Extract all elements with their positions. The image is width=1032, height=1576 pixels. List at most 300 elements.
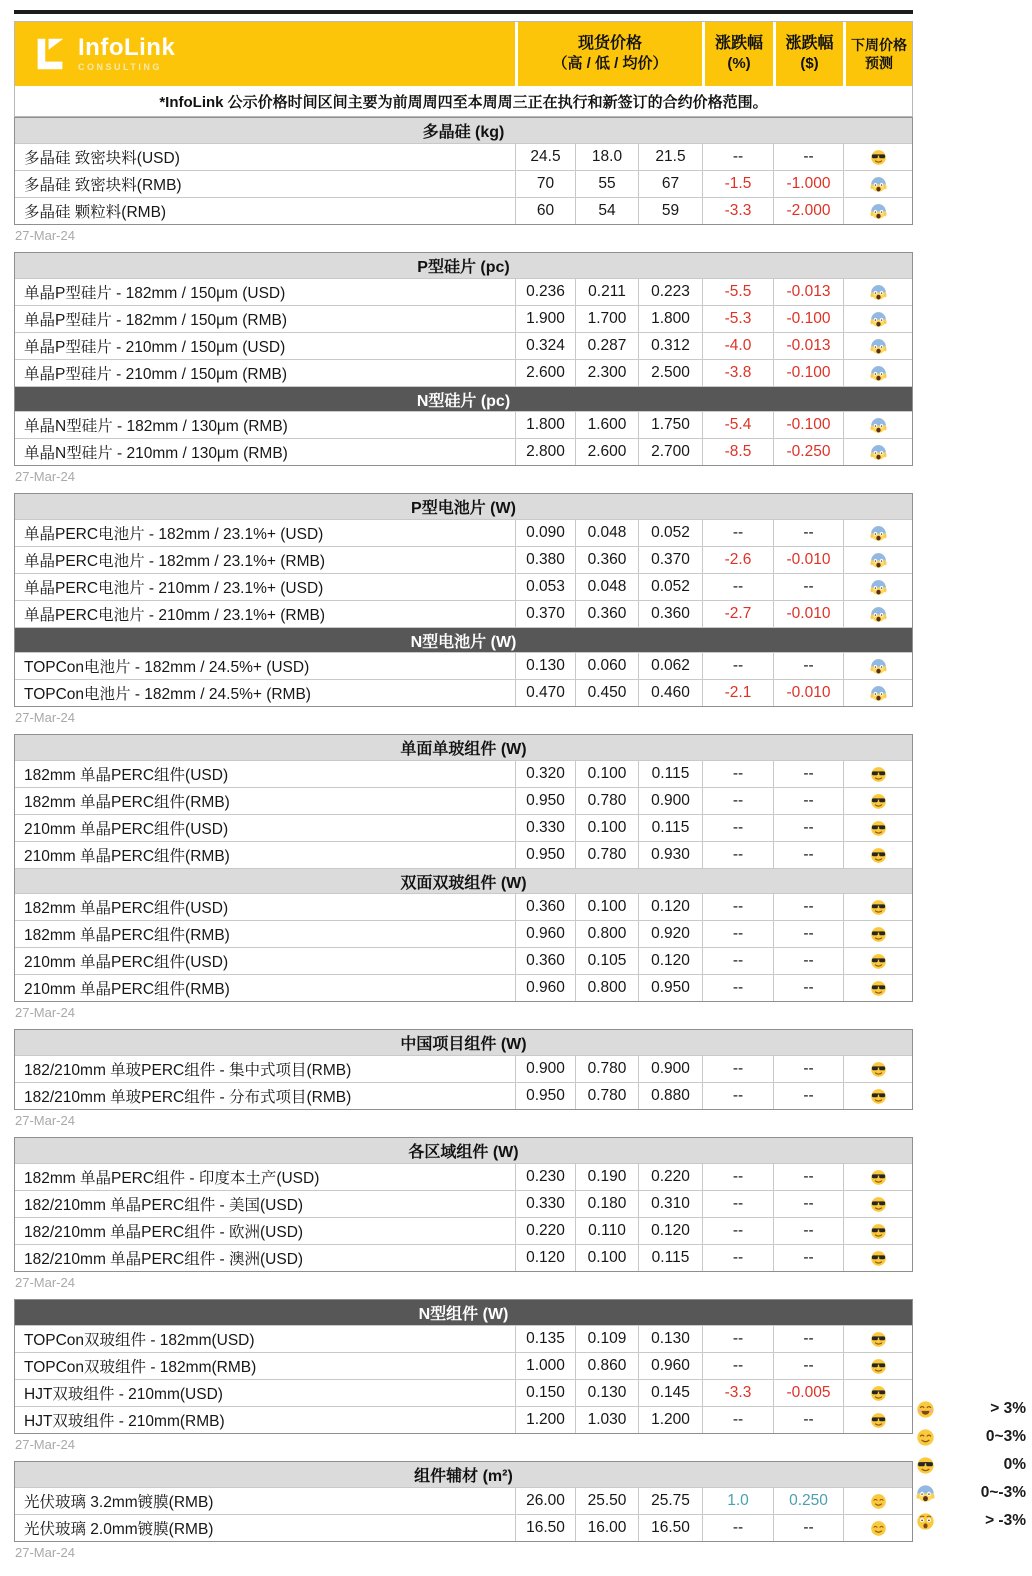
change-usd: -0.013	[773, 279, 843, 305]
forecast-cell	[843, 412, 912, 438]
forecast-cell	[843, 520, 912, 546]
price-avg: 1.800	[638, 306, 702, 332]
product-label: 182/210mm 单晶PERC组件 - 欧洲(USD)	[24, 1224, 304, 1241]
legend-item	[916, 1451, 1028, 1479]
legend-label: 0~-3%	[980, 1484, 1026, 1501]
change-usd-unit: ($)	[800, 55, 819, 72]
forecast-cell	[843, 1380, 912, 1406]
price-row	[15, 1217, 912, 1244]
price-avg: 2.700	[638, 439, 702, 465]
forecast-cell	[843, 601, 912, 627]
product-label: TOPCon双玻组件 - 182mm(USD)	[24, 1332, 255, 1349]
price-low: 0.109	[575, 1326, 638, 1352]
forecast-cell	[843, 1353, 912, 1379]
product-label: TOPCon电池片 - 182mm / 24.5%+ (RMB)	[24, 686, 311, 703]
price-low: 18.0	[575, 144, 638, 170]
sunglasses-emoji-icon	[870, 1412, 887, 1429]
forecast-cell	[843, 1488, 912, 1514]
price-row	[15, 1244, 912, 1271]
change-usd: --	[773, 1164, 843, 1190]
price-row	[15, 841, 912, 868]
price-avg: 0.360	[638, 601, 702, 627]
forecast-cell	[843, 894, 912, 920]
sunglasses-emoji-icon	[870, 1196, 887, 1213]
price-low: 0.100	[575, 1245, 638, 1271]
product-label: HJT双玻组件 - 210mm(USD)	[24, 1386, 223, 1403]
price-low: 0.780	[575, 1083, 638, 1109]
product-label: 单晶P型硅片 - 210mm / 150μm (USD)	[24, 339, 286, 356]
price-period-note: *InfoLink 公示价格时间区间主要为前周周四至本周周三正在执行和新签订的合约价格范围。	[15, 86, 912, 116]
astonished-emoji-icon	[916, 1512, 935, 1531]
sunglasses-emoji-icon	[870, 1169, 887, 1186]
change-usd: -0.250	[773, 439, 843, 465]
legend-label: > -3%	[985, 1512, 1026, 1529]
price-low: 1.700	[575, 306, 638, 332]
product-label: 182mm 单晶PERC组件(RMB)	[24, 927, 230, 944]
change-pct: --	[702, 1164, 773, 1190]
change-pct: -5.3	[702, 306, 773, 332]
forecast-cell	[843, 788, 912, 814]
section-header: 多晶硅 (kg)	[15, 118, 912, 143]
forecast-cell	[843, 574, 912, 600]
product-label: 单晶PERC电池片 - 182mm / 23.1%+ (USD)	[24, 526, 324, 543]
price-low: 55	[575, 171, 638, 197]
section-header: 组件辅材 (m²)	[15, 1462, 912, 1487]
legend-label: > 3%	[990, 1400, 1026, 1417]
change-pct: -4.0	[702, 333, 773, 359]
change-usd: --	[773, 1218, 843, 1244]
price-row	[15, 1190, 912, 1217]
sunglasses-emoji-icon	[870, 953, 887, 970]
price-row	[15, 600, 912, 627]
scream-emoji-icon	[870, 552, 887, 569]
price-high: 16.50	[515, 1515, 575, 1541]
legend-item	[916, 1507, 1028, 1535]
column-header-spot-price	[515, 22, 702, 86]
price-row	[15, 760, 912, 787]
forecast-cell	[843, 1164, 912, 1190]
change-usd: --	[773, 1245, 843, 1271]
price-high: 0.950	[515, 788, 575, 814]
change-pct: -2.7	[702, 601, 773, 627]
price-row	[15, 573, 912, 600]
change-pct: --	[702, 1056, 773, 1082]
change-pct: --	[702, 1218, 773, 1244]
price-high: 0.360	[515, 948, 575, 974]
forecast-cell	[843, 360, 912, 386]
price-high: 0.330	[515, 1191, 575, 1217]
product-label: 182/210mm 单晶PERC组件 - 澳洲(USD)	[24, 1251, 304, 1268]
change-pct: -2.1	[702, 680, 773, 706]
forecast-cell	[843, 1191, 912, 1217]
product-label: 182/210mm 单玻PERC组件 - 集中式项目(RMB)	[24, 1062, 352, 1079]
price-low: 0.190	[575, 1164, 638, 1190]
price-low: 1.600	[575, 412, 638, 438]
price-low: 0.780	[575, 788, 638, 814]
forecast-cell	[843, 306, 912, 332]
change-usd: -0.100	[773, 360, 843, 386]
price-row	[15, 1325, 912, 1352]
price-avg: 16.50	[638, 1515, 702, 1541]
change-pct: --	[702, 815, 773, 841]
scream-emoji-icon	[870, 365, 887, 382]
product-label: 多晶硅 致密块料(USD)	[24, 150, 180, 167]
change-pct: -1.5	[702, 171, 773, 197]
change-usd: -0.100	[773, 412, 843, 438]
price-high: 26.00	[515, 1488, 575, 1514]
sunglasses-emoji-icon	[916, 1456, 935, 1475]
change-usd: --	[773, 520, 843, 546]
price-low: 0.048	[575, 520, 638, 546]
forecast-cell	[843, 1326, 912, 1352]
forecast-cell	[843, 1056, 912, 1082]
change-pct: -8.5	[702, 439, 773, 465]
brand-subtitle: CONSULTING	[78, 61, 162, 72]
price-high: 0.470	[515, 680, 575, 706]
price-row	[15, 974, 912, 1001]
price-avg: 0.312	[638, 333, 702, 359]
change-usd: -0.100	[773, 306, 843, 332]
price-high: 0.236	[515, 279, 575, 305]
price-avg: 0.950	[638, 975, 702, 1001]
section-header: P型硅片 (pc)	[15, 253, 912, 278]
product-label: 单晶P型硅片 - 182mm / 150μm (RMB)	[24, 312, 287, 329]
change-usd: -0.010	[773, 547, 843, 573]
price-low: 0.360	[575, 547, 638, 573]
price-avg: 25.75	[638, 1488, 702, 1514]
price-low: 0.780	[575, 1056, 638, 1082]
legend-item	[916, 1479, 1028, 1507]
sunglasses-emoji-icon	[870, 1358, 887, 1375]
price-avg: 2.500	[638, 360, 702, 386]
price-low: 0.100	[575, 894, 638, 920]
price-row	[15, 1055, 912, 1082]
price-row	[15, 359, 912, 386]
price-low: 0.780	[575, 842, 638, 868]
sunglasses-emoji-icon	[870, 1331, 887, 1348]
relieved-emoji-icon	[870, 1520, 887, 1537]
product-label: 182/210mm 单晶PERC组件 - 美国(USD)	[24, 1197, 304, 1214]
product-label: 单晶P型硅片 - 210mm / 150μm (RMB)	[24, 366, 287, 383]
change-pct: --	[702, 1191, 773, 1217]
price-row	[15, 1082, 912, 1109]
date-stamp: 27-Mar-24	[15, 1275, 75, 1290]
price-high: 70	[515, 171, 575, 197]
change-pct: --	[702, 788, 773, 814]
price-high: 1.900	[515, 306, 575, 332]
scream-emoji-icon	[870, 311, 887, 328]
change-pct: -3.8	[702, 360, 773, 386]
price-avg: 1.200	[638, 1407, 702, 1433]
column-header-change-usd	[773, 22, 843, 86]
price-high: 0.320	[515, 761, 575, 787]
product-label: 182mm 单晶PERC组件(USD)	[24, 900, 229, 917]
scream-emoji-icon	[870, 176, 887, 193]
change-pct: --	[702, 761, 773, 787]
price-low: 0.105	[575, 948, 638, 974]
change-pct: --	[702, 1407, 773, 1433]
price-low: 54	[575, 198, 638, 224]
price-blocks	[14, 117, 913, 1561]
price-table-block	[14, 1137, 913, 1272]
forecast-cell	[843, 921, 912, 947]
price-high: 0.120	[515, 1245, 575, 1271]
forecast-title-line2: 预测	[865, 55, 893, 71]
price-avg: 0.052	[638, 574, 702, 600]
column-header-row	[15, 22, 912, 86]
price-high: 0.135	[515, 1326, 575, 1352]
section-header: N型电池片 (W)	[15, 627, 912, 652]
price-row	[15, 278, 912, 305]
price-avg: 67	[638, 171, 702, 197]
product-label: 182/210mm 单玻PERC组件 - 分布式项目(RMB)	[24, 1089, 352, 1106]
price-avg: 0.930	[638, 842, 702, 868]
price-avg: 0.145	[638, 1380, 702, 1406]
section-header: 双面双玻组件 (W)	[15, 868, 912, 893]
legend-item	[916, 1395, 1028, 1423]
change-usd: -1.000	[773, 171, 843, 197]
price-low: 0.800	[575, 975, 638, 1001]
change-pct: --	[702, 1083, 773, 1109]
spot-price-subtitle: （高 / 低 / 均价）	[552, 55, 668, 72]
section-header: 单面单玻组件 (W)	[15, 735, 912, 760]
price-low: 2.300	[575, 360, 638, 386]
price-high: 0.370	[515, 601, 575, 627]
change-usd: --	[773, 921, 843, 947]
price-low: 0.211	[575, 279, 638, 305]
sunglasses-emoji-icon	[870, 149, 887, 166]
price-low: 0.180	[575, 1191, 638, 1217]
price-avg: 0.960	[638, 1353, 702, 1379]
price-row	[15, 1514, 912, 1541]
forecast-cell	[843, 439, 912, 465]
change-usd: --	[773, 948, 843, 974]
sunglasses-emoji-icon	[870, 1061, 887, 1078]
price-avg: 0.120	[638, 1218, 702, 1244]
price-table-block	[14, 1299, 913, 1434]
forecast-cell	[843, 975, 912, 1001]
scream-emoji-icon	[870, 525, 887, 542]
sunglasses-emoji-icon	[870, 1088, 887, 1105]
price-row	[15, 332, 912, 359]
change-pct: -3.3	[702, 198, 773, 224]
price-avg: 0.460	[638, 680, 702, 706]
product-label: 182mm 单晶PERC组件(USD)	[24, 767, 229, 784]
sunglasses-emoji-icon	[870, 847, 887, 864]
section-header: 各区域组件 (W)	[15, 1138, 912, 1163]
report-header	[14, 21, 913, 117]
scream-emoji-icon	[870, 338, 887, 355]
change-usd: --	[773, 1353, 843, 1379]
relieved-emoji-icon	[916, 1428, 935, 1447]
product-label: 182mm 单晶PERC组件 - 印度本土产(USD)	[24, 1170, 320, 1187]
sunglasses-emoji-icon	[870, 1385, 887, 1402]
sunglasses-emoji-icon	[870, 820, 887, 837]
scream-emoji-icon	[870, 658, 887, 675]
change-usd: --	[773, 1083, 843, 1109]
product-label: HJT双玻组件 - 210mm(RMB)	[24, 1413, 225, 1430]
price-high: 1.000	[515, 1353, 575, 1379]
forecast-cell	[843, 547, 912, 573]
price-table-block	[14, 1461, 913, 1542]
price-row	[15, 652, 912, 679]
product-label: 单晶P型硅片 - 182mm / 150μm (USD)	[24, 285, 286, 302]
change-pct: -5.4	[702, 412, 773, 438]
price-row	[15, 305, 912, 332]
price-avg: 0.900	[638, 1056, 702, 1082]
product-label: 多晶硅 致密块料(RMB)	[24, 177, 182, 194]
price-row	[15, 1163, 912, 1190]
forecast-cell	[843, 1245, 912, 1271]
price-avg: 0.120	[638, 894, 702, 920]
price-avg: 0.220	[638, 1164, 702, 1190]
price-row	[15, 679, 912, 706]
change-pct: -3.3	[702, 1380, 773, 1406]
scream-emoji-icon	[870, 417, 887, 434]
forecast-cell	[843, 653, 912, 679]
price-table-block	[14, 734, 913, 1002]
price-row	[15, 1379, 912, 1406]
legend-label: 0~3%	[985, 1428, 1026, 1445]
price-avg: 0.120	[638, 948, 702, 974]
price-row	[15, 787, 912, 814]
change-pct: --	[702, 894, 773, 920]
change-usd: --	[773, 761, 843, 787]
change-usd: -2.000	[773, 198, 843, 224]
product-label: 多晶硅 颗粒料(RMB)	[24, 204, 167, 221]
price-avg: 1.750	[638, 412, 702, 438]
price-low: 0.100	[575, 761, 638, 787]
price-low: 16.00	[575, 1515, 638, 1541]
forecast-cell	[843, 842, 912, 868]
price-low: 25.50	[575, 1488, 638, 1514]
price-high: 0.330	[515, 815, 575, 841]
product-label: TOPCon双玻组件 - 182mm(RMB)	[24, 1359, 257, 1376]
change-usd: -0.010	[773, 601, 843, 627]
price-low: 0.860	[575, 1353, 638, 1379]
relieved-emoji-icon	[870, 1493, 887, 1510]
change-usd: -0.013	[773, 333, 843, 359]
forecast-cell	[843, 333, 912, 359]
infolink-logo-icon	[31, 35, 69, 73]
sunglasses-emoji-icon	[870, 793, 887, 810]
price-avg: 0.062	[638, 653, 702, 679]
change-usd: --	[773, 1515, 843, 1541]
price-row	[15, 143, 912, 170]
price-low: 0.800	[575, 921, 638, 947]
sunglasses-emoji-icon	[870, 1223, 887, 1240]
change-usd: --	[773, 842, 843, 868]
price-low: 0.130	[575, 1380, 638, 1406]
change-pct: -2.6	[702, 547, 773, 573]
change-pct-title: 涨跌幅	[714, 35, 763, 52]
price-high: 0.960	[515, 921, 575, 947]
price-row	[15, 893, 912, 920]
legend-label: 0%	[1003, 1456, 1026, 1473]
price-high: 2.800	[515, 439, 575, 465]
price-high: 0.090	[515, 520, 575, 546]
price-row	[15, 197, 912, 224]
price-low: 0.287	[575, 333, 638, 359]
price-row	[15, 519, 912, 546]
product-label: 210mm 单晶PERC组件(USD)	[24, 954, 229, 971]
change-usd: --	[773, 1191, 843, 1217]
scream-emoji-icon	[916, 1484, 935, 1503]
forecast-cell	[843, 1515, 912, 1541]
change-pct: --	[702, 1515, 773, 1541]
change-usd: --	[773, 788, 843, 814]
section-header: N型硅片 (pc)	[15, 386, 912, 411]
change-usd: -0.005	[773, 1380, 843, 1406]
change-pct: --	[702, 948, 773, 974]
change-usd: --	[773, 894, 843, 920]
product-label: 光伏玻璃 3.2mm镀膜(RMB)	[24, 1494, 214, 1511]
price-high: 0.053	[515, 574, 575, 600]
price-table-block	[14, 493, 913, 707]
date-stamp: 27-Mar-24	[15, 228, 75, 243]
forecast-cell	[843, 171, 912, 197]
legend-item	[916, 1423, 1028, 1451]
price-low: 0.110	[575, 1218, 638, 1244]
change-pct: --	[702, 1326, 773, 1352]
date-stamp: 27-Mar-24	[15, 1005, 75, 1020]
price-avg: 0.115	[638, 1245, 702, 1271]
date-stamp: 27-Mar-24	[15, 469, 75, 484]
change-pct: --	[702, 1245, 773, 1271]
price-low: 2.600	[575, 439, 638, 465]
product-label: 单晶N型硅片 - 182mm / 130μm (RMB)	[24, 418, 288, 435]
price-avg: 0.130	[638, 1326, 702, 1352]
price-row	[15, 1406, 912, 1433]
date-stamp: 27-Mar-24	[15, 1545, 75, 1560]
price-high: 0.950	[515, 1083, 575, 1109]
infolink-logo	[31, 35, 175, 73]
product-label: 182mm 单晶PERC组件(RMB)	[24, 794, 230, 811]
price-avg: 0.223	[638, 279, 702, 305]
price-high: 0.150	[515, 1380, 575, 1406]
forecast-cell	[843, 815, 912, 841]
price-table-block	[14, 252, 913, 466]
change-pct: --	[702, 520, 773, 546]
change-pct: -5.5	[702, 279, 773, 305]
price-row	[15, 546, 912, 573]
price-high: 0.900	[515, 1056, 575, 1082]
price-table-block	[14, 117, 913, 225]
price-avg: 0.900	[638, 788, 702, 814]
price-high: 0.130	[515, 653, 575, 679]
price-high: 24.5	[515, 144, 575, 170]
price-avg: 0.310	[638, 1191, 702, 1217]
product-label: 单晶N型硅片 - 210mm / 130μm (RMB)	[24, 445, 288, 462]
change-pct: --	[702, 653, 773, 679]
scream-emoji-icon	[870, 203, 887, 220]
change-pct: --	[702, 1353, 773, 1379]
date-stamp: 27-Mar-24	[15, 1437, 75, 1452]
sunglasses-emoji-icon	[870, 926, 887, 943]
price-row	[15, 920, 912, 947]
change-pct-unit: (%)	[727, 55, 751, 72]
forecast-cell	[843, 198, 912, 224]
price-avg: 21.5	[638, 144, 702, 170]
price-high: 0.220	[515, 1218, 575, 1244]
forecast-cell	[843, 1083, 912, 1109]
date-stamp: 27-Mar-24	[15, 710, 75, 725]
price-low: 0.450	[575, 680, 638, 706]
price-low: 0.360	[575, 601, 638, 627]
price-high: 1.800	[515, 412, 575, 438]
price-avg: 0.920	[638, 921, 702, 947]
change-pct: 1.0	[702, 1488, 773, 1514]
